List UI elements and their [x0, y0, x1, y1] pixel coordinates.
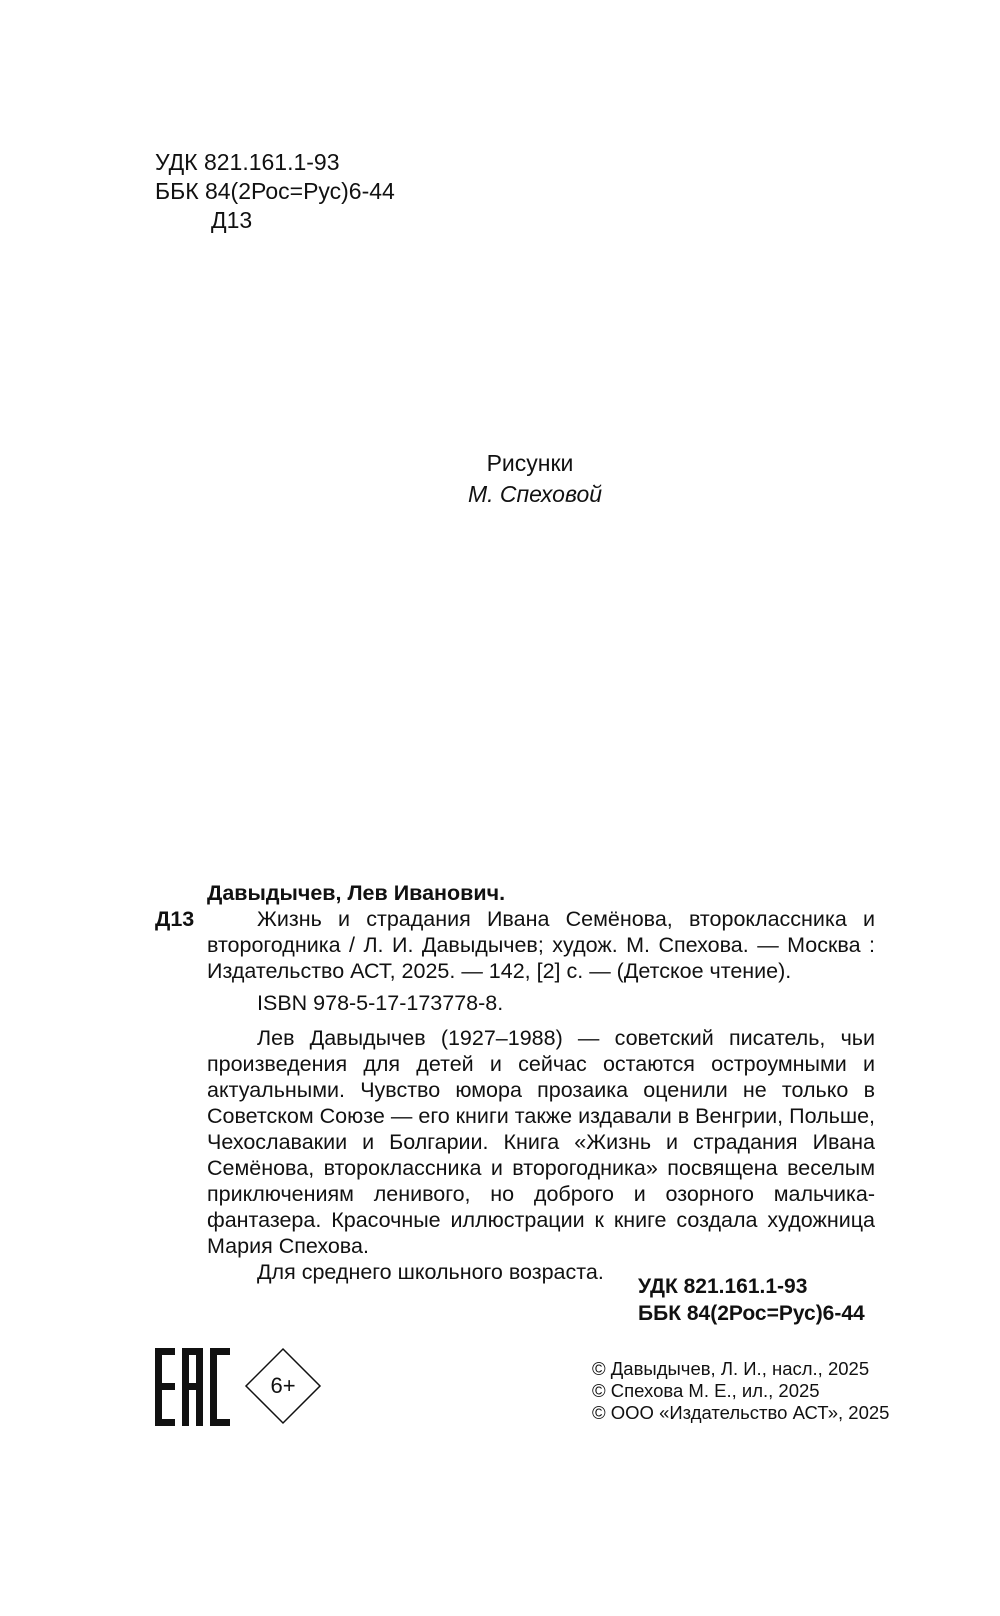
copyright-line: © Давыдычев, Л. И., насл., 2025 — [592, 1358, 870, 1379]
copyright-block — [592, 1358, 889, 1424]
entry-description: Жизнь и страдания Ивана Семёнова, второклассника и второгодника / Л. И. Давыдычев; худож. М. Спехова. — Москва : Издательство АСТ, 2025. — 142, [2] с. — (Детское чтение). — [207, 907, 875, 983]
entry-isbn: ISBN 978-5-17-173778-8. — [257, 991, 504, 1015]
entry-body — [155, 906, 875, 1285]
entry-audience: Для среднего школьного возраста. — [257, 1260, 604, 1284]
entry-author-mark: Д13 — [155, 907, 195, 931]
age-rating: 6+ — [270, 1373, 296, 1398]
bbk-code-bottom: ББК 84(2Рос=Рус)6-44 — [638, 1302, 865, 1325]
illustrations-label: Рисунки — [486, 450, 574, 476]
entry-annotation: Лев Давыдычев (1927–1988) — советский писатель, чьи произведения для детей и сейчас остаются остроумными и актуальными. Чувство юмора прозаика оценили не только в Советском Союзе — его книги также издавали в Венгрии, Польше, Чехославакии и Болгарии. Книга «Жизнь и страдания Ивана Семёнова, второклассника и второгодника» посвящена веселым приключениям ленивого, но доброго и озорного мальчика-фантазера. Красочные иллюстрации к книге создала художница Мария Спехова. — [207, 1026, 875, 1258]
author-mark: Д13 — [211, 207, 253, 233]
bbk-code: ББК 84(2Рос=Рус)6-44 — [155, 178, 395, 204]
udk-code-bottom: УДК 821.161.1-93 — [638, 1275, 808, 1298]
copyright-line: © ООО «Издательство АСТ», 2025 — [592, 1402, 890, 1423]
classification-bottom — [638, 1273, 865, 1327]
illustrations-credit — [0, 448, 1000, 510]
illustrations-artist: М. Спеховой — [467, 481, 603, 507]
bibliographic-entry — [155, 880, 875, 1285]
classification-top — [155, 148, 395, 235]
udk-code: УДК 821.161.1-93 — [155, 149, 340, 175]
entry-author: Давыдычев, Лев Иванович. — [207, 881, 506, 905]
eac-logo-icon — [155, 1348, 230, 1426]
copyright-line: © Спехова М. Е., ил., 2025 — [592, 1380, 820, 1401]
